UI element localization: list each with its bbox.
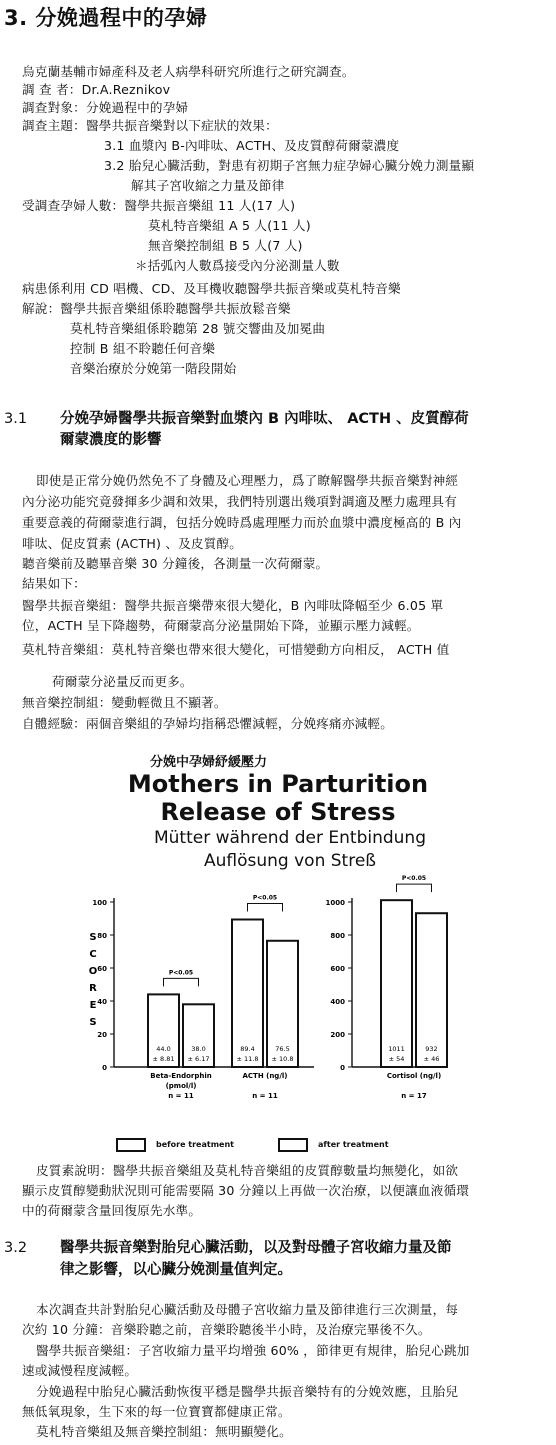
study-explanation: 解說：醫學共振音樂組係聆聽醫學共振放鬆音樂 [22,301,291,316]
section-3-1-paragraph-line: 內分泌功能究竟發揮多少調和效果，我們特別選出幾項對調適及壓力處理具有 [22,494,457,509]
section-3-1-result-mozart-cont: 荷爾蒙分泌量反而更多。 [52,674,193,689]
legend-before-swatch [116,1138,146,1152]
study-footnote: ＊括弧內人數爲接受內分泌測量人數 [135,258,340,273]
study-topic-item-1: 3.1 血漿內 B-內啡呔、ACTH、及皮質醇荷爾蒙濃度 [104,138,400,153]
y-tick-label: 20 [97,1031,107,1039]
y-tick-label: 40 [97,998,107,1006]
section-3-1-heading: 分娩孕婦醫學共振音樂對血漿內 B 內啡呔、 ACTH 、皮質醇荷 [60,411,469,427]
group-label: ACTH (ng/l) [242,1072,288,1080]
y-axis-label-letter: E [89,1000,97,1011]
study-explanation-mozart: 莫札特音樂組係聆聽第 28 號交響曲及加冕曲 [70,321,326,336]
study-explanation-control: 控制 B 組不聆聽任何音樂 [70,341,216,356]
y-tick-label: 0 [340,1064,345,1072]
section-3-1-result-resonance: 醫學共振音樂組：醫學共振音樂帶來很大變化，B 內啡呔降幅至少 6.05 單 [22,598,444,613]
y-tick-label: 60 [97,965,107,973]
y-axis-label-letter: C [89,949,97,960]
study-group-a: 莫札特音樂組 A 5 人(11 人) [148,218,311,233]
section-3-2-paragraph-line: 次約 10 分鐘：音樂聆聽之前，音樂聆聽後半小時，及治療完畢後不久。 [22,1322,431,1337]
y-axis-label-letter: S [89,1017,97,1028]
y-tick-label: 800 [330,932,345,940]
study-topic-item-2: 3.2 胎兒心臟活動，對患有初期子宮無力症孕婦心臟分娩力測量顯 [104,158,475,173]
section-3-1-result-control: 無音樂控制組：變動輕微且不顯著。 [22,695,227,710]
stress-hormone-bar-chart [0,860,556,1160]
group-label: Cortisol (ng/l) [386,1072,442,1080]
section-3-1-result-mozart: 莫札特音樂組：莫札特音樂也帶來很大變化，可惜變動方向相反， ACTH 值 [22,642,450,657]
section-3-1-result-resonance-cont: 位，ACTH 呈下降趨勢，荷爾蒙高分泌量開始下降，並顯示壓力減輕。 [22,618,420,633]
section-3-1-paragraph-line: 啡呔、促皮質素 (ACTH) 、及皮質醇。 [22,536,243,551]
section-3-2-effect: 分娩過程中胎兒心臟活動恢復平穩是醫學共振音樂特有的分娩效應，且胎兒 [36,1384,459,1399]
bar-sd-label: ± 54 [388,1055,405,1063]
y-tick-label: 1000 [325,899,345,907]
section-3-2-result-others: 莫札特音樂組及無音樂控制組：無明顯變化。 [36,1424,292,1439]
section-3-2-result-resonance-cont: 速或減慢程度減輕。 [22,1363,138,1378]
chart-title-german-1: Mütter während der Entbindung [153,828,426,848]
bar-after-treatment [416,913,447,1067]
bar-value-label: 932 [425,1045,438,1053]
study-subject: 調查對象：分娩過程中的孕婦 [22,100,189,115]
bar-sd-label: ± 10.8 [271,1055,294,1063]
study-explanation-start: 音樂治療於分娩第一階段開始 [70,361,237,376]
cortisol-note-line: 顯示皮質醇變動狀況則可能需要隔 30 分鐘以上再做一次治療，以便讓血液循環 [22,1183,470,1198]
y-tick-label: 100 [92,899,107,907]
legend-before-label: before treatment [156,1140,234,1149]
group-n-label: n = 11 [168,1092,194,1100]
cortisol-note-line: 皮質素說明：醫學共振音樂組及莫札特音樂組的皮質醇數量均無變化，如欲 [36,1163,459,1178]
bar-value-label: 38.0 [191,1045,206,1053]
bar-sd-label: ± 46 [423,1055,440,1063]
study-institute: 烏克蘭基輔市婦產科及老人病學科研究所進行之研究調查。 [22,64,355,79]
y-tick-label: 400 [330,998,345,1006]
section-3-2-effect-cont: 無低氧現象，生下來的每一位寶寶都健康正常。 [22,1404,291,1419]
bar-value-label: 89.4 [240,1045,255,1053]
legend-after-label: after treatment [318,1140,389,1149]
p-value-label: P<0.05 [168,969,194,977]
section-3-1-paragraph-line: 即使是正常分娩仍然免不了身體及心理壓力，爲了瞭解醫學共振音樂對神經 [36,473,459,488]
bar-value-label: 1011 [388,1045,405,1053]
study-investigator: 調 查 者：Dr.A.Reznikov [22,82,171,97]
section-3-1-measurement: 聽音樂前及聽畢音樂 30 分鐘後，各測量一次荷爾蒙。 [22,556,329,571]
section-3-2-number: 3.2 [4,1240,28,1256]
significance-bracket [248,903,283,911]
study-group-b: 無音樂控制組 B 5 人(7 人) [148,238,303,253]
bar-value-label: 76.5 [275,1045,290,1053]
significance-bracket [164,978,199,986]
y-axis-label-letter: S [89,932,97,943]
section-3-2-heading-cont: 律之影響，以心臟分娩測量值判定。 [60,1262,292,1278]
y-tick-label: 200 [330,1031,345,1039]
section-3-2-paragraph-line: 本次調查共計對胎兒心臟活動及母體子宮收縮力量及節律進行三次測量，每 [36,1302,459,1317]
section-3-1-results-label: 結果如下： [22,576,86,591]
study-participants: 受調查孕婦人數：醫學共振音樂組 11 人(17 人) [22,198,296,213]
section-3-1-heading-cont: 爾蒙濃度的影響 [60,432,162,448]
study-equipment: 病患係利用 CD 唱機、CD、及耳機收聽醫學共振音樂或莫札特音樂 [22,281,401,296]
page-title: 3. 分娩過程中的孕婦 [4,6,208,30]
group-label: Beta-Endorphin [150,1072,212,1080]
section-3-2-result-resonance: 醫學共振音樂組：子宮收縮力量平均增強 60% ，節律更有規律，胎兒心跳加 [36,1343,470,1358]
y-tick-label: 80 [97,932,107,940]
section-3-1-result-self: 自體經驗：兩個音樂組的孕婦均指稱恐懼減輕，分娩疼痛亦減輕。 [22,716,394,731]
section-3-2-heading: 醫學共振音樂對胎兒心臟活動，以及對母體子宮收縮力量及節 [60,1240,452,1256]
study-topic: 調查主題：醫學共振音樂對以下症狀的效果： [22,118,278,133]
bar-sd-label: ± 6.17 [187,1055,210,1063]
y-axis-label-letter: O [88,966,98,977]
legend-after-swatch [278,1138,308,1152]
p-value-label: P<0.05 [401,875,427,883]
y-tick-label: 0 [102,1064,107,1072]
study-topic-item-2-cont: 解其子宮收縮之力量及節律 [131,178,285,193]
y-axis-label-letter: R [89,983,97,994]
group-n-label: n = 17 [401,1092,427,1100]
chart-title-english-2: Release of Stress [160,798,396,826]
bar-before-treatment [381,900,412,1067]
chart-title-german-2: Auflösung von Streß [204,851,376,871]
group-n-label: n = 11 [252,1092,278,1100]
bar-sd-label: ± 11.8 [236,1055,259,1063]
bar-sd-label: ± 8.81 [152,1055,175,1063]
chart-title-chinese: 分娩中孕婦紓緩壓力 [150,755,268,770]
section-3-1-paragraph-line: 重要意義的荷爾蒙進行調，包括分娩時爲處理壓力而於血漿中濃度極高的 B 內 [22,515,462,530]
significance-bracket [397,884,432,892]
bar-value-label: 44.0 [156,1045,171,1053]
y-tick-label: 600 [330,965,345,973]
cortisol-note-line: 中的荷爾蒙含量回復原先水準。 [22,1203,202,1218]
section-3-1-number: 3.1 [4,411,28,427]
p-value-label: P<0.05 [252,894,278,902]
group-unit-label: (pmol/l) [165,1082,197,1090]
chart-title-english-1: Mothers in Parturition [127,770,429,798]
